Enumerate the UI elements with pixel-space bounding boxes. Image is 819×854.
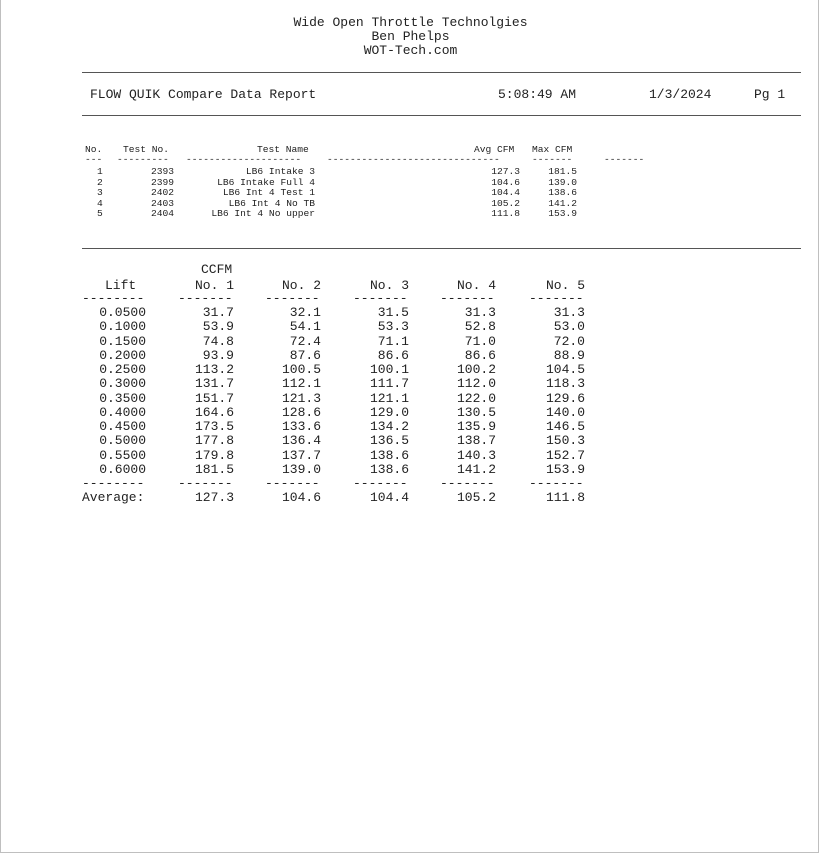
summary-row-avg-cfm: 104.4 bbox=[491, 187, 520, 199]
summary-row-test-no: 2403 bbox=[150, 197, 174, 209]
dash-top-no-2: ------- bbox=[265, 291, 320, 306]
summary-row-test-name: LB6 Intake 3 bbox=[245, 166, 315, 177]
col-header-lift: Lift bbox=[105, 278, 137, 293]
col-header-no-4: No. 4 bbox=[456, 278, 496, 293]
lift-value: 0.4000 bbox=[99, 404, 146, 420]
lift-value: 0.1500 bbox=[99, 333, 146, 349]
flow-value-no-5: 153.9 bbox=[545, 461, 585, 477]
flow-value-no-1: 179.8 bbox=[194, 447, 234, 463]
flow-value-no-1: 53.9 bbox=[202, 319, 234, 335]
flow-value-no-5: 129.6 bbox=[545, 390, 585, 406]
flow-value-no-1: 151.7 bbox=[194, 390, 234, 406]
lift-value: 0.0500 bbox=[99, 305, 146, 320]
flow-value-no-5: 53.0 bbox=[553, 319, 585, 335]
col-header-no-3: No. 3 bbox=[369, 278, 409, 293]
header-rule-bottom bbox=[82, 115, 801, 116]
flow-value-no-3: 100.1 bbox=[369, 362, 409, 377]
company-name: Wide Open Throttle Technolgies bbox=[293, 15, 528, 30]
flow-value-no-3: 121.1 bbox=[369, 390, 409, 406]
report-title: FLOW QUIK Compare Data Report bbox=[90, 87, 317, 102]
dash-test-name: -------------------- bbox=[186, 154, 302, 165]
section-rule bbox=[82, 248, 801, 249]
flow-value-no-2: 32.1 bbox=[289, 305, 321, 320]
page-number: Pg 1 bbox=[754, 87, 786, 102]
lift-value: 0.2000 bbox=[99, 347, 146, 363]
summary-row-avg-cfm: 111.8 bbox=[491, 208, 520, 220]
col-header-test-name: Test Name bbox=[257, 144, 309, 155]
flow-value-no-2: 112.1 bbox=[281, 376, 321, 392]
flow-value-no-1: 131.7 bbox=[194, 376, 234, 392]
lift-value: 0.3000 bbox=[99, 376, 146, 392]
flow-value-no-3: 53.3 bbox=[377, 319, 409, 335]
col-header-max-cfm: Max CFM bbox=[532, 144, 573, 155]
flow-value-no-4: 86.6 bbox=[464, 347, 496, 363]
flow-value-no-1: 74.8 bbox=[202, 333, 234, 349]
dash-bottom-no-2: ------- bbox=[265, 476, 320, 491]
flow-value-no-2: 54.1 bbox=[289, 319, 321, 335]
col-header-avg-cfm: Avg CFM bbox=[474, 144, 515, 155]
lift-value: 0.6000 bbox=[99, 461, 146, 477]
dash-bottom-no-5: ------- bbox=[529, 476, 584, 491]
flow-value-no-2: 128.6 bbox=[281, 404, 321, 420]
dash-no: --- bbox=[85, 154, 103, 165]
flow-value-no-1: 164.6 bbox=[194, 404, 234, 420]
average-value-no-3: 104.4 bbox=[369, 490, 409, 505]
flow-value-no-2: 139.0 bbox=[281, 461, 321, 477]
flow-value-no-1: 173.5 bbox=[194, 419, 234, 434]
flow-value-no-1: 93.9 bbox=[202, 347, 234, 363]
lift-value: 0.5500 bbox=[99, 447, 146, 463]
summary-row-avg-cfm: 104.6 bbox=[491, 176, 520, 188]
flow-value-no-2: 87.6 bbox=[289, 347, 321, 363]
summary-row-no: 5 bbox=[97, 208, 103, 220]
summary-row-test-name: LB6 Intake Full 4 bbox=[217, 176, 315, 188]
flow-value-no-2: 137.7 bbox=[281, 447, 321, 463]
dash-top-no-3: ------- bbox=[353, 291, 408, 306]
flow-value-no-3: 129.0 bbox=[369, 404, 409, 420]
summary-row-no: 2 bbox=[97, 176, 103, 188]
lift-value: 0.1000 bbox=[99, 319, 146, 335]
average-value-no-4: 105.2 bbox=[456, 490, 496, 505]
flow-value-no-5: 146.5 bbox=[545, 419, 585, 434]
summary-row-max-cfm: 153.9 bbox=[548, 208, 577, 220]
col-header-no-2: No. 2 bbox=[281, 278, 321, 293]
report-date: 1/3/2024 bbox=[649, 87, 712, 102]
col-header-test-no: Test No. bbox=[123, 144, 170, 155]
col-header-no-5: No. 5 bbox=[545, 278, 585, 293]
summary-row-test-no: 2393 bbox=[150, 166, 174, 177]
flow-value-no-4: 138.7 bbox=[456, 433, 496, 449]
dash-avg: ------------------------------ bbox=[327, 154, 500, 165]
lift-value: 0.3500 bbox=[99, 390, 146, 406]
flow-value-no-3: 134.2 bbox=[369, 419, 409, 434]
dash-extra: ------- bbox=[604, 154, 645, 165]
summary-row-test-no: 2402 bbox=[150, 187, 174, 199]
flow-value-no-3: 71.1 bbox=[377, 333, 409, 349]
flow-value-no-5: 150.3 bbox=[545, 433, 585, 449]
flow-value-no-3: 138.6 bbox=[369, 461, 409, 477]
dash-bottom-no-4: ------- bbox=[440, 476, 495, 491]
flow-value-no-5: 140.0 bbox=[545, 404, 585, 420]
summary-row-no: 3 bbox=[97, 187, 103, 199]
summary-row-no: 4 bbox=[97, 197, 103, 209]
average-label: Average: bbox=[82, 490, 145, 505]
average-value-no-5: 111.8 bbox=[545, 490, 585, 505]
flow-value-no-4: 135.9 bbox=[456, 419, 496, 434]
flow-value-no-5: 104.5 bbox=[545, 362, 585, 377]
flow-value-no-4: 31.3 bbox=[464, 305, 496, 320]
flow-value-no-4: 112.0 bbox=[456, 376, 496, 392]
company-website: WOT-Tech.com bbox=[363, 43, 458, 58]
dash-test-no: --------- bbox=[117, 154, 169, 165]
flow-value-no-1: 31.7 bbox=[202, 305, 234, 320]
flow-value-no-5: 31.3 bbox=[553, 305, 585, 320]
flow-value-no-3: 111.7 bbox=[369, 376, 409, 392]
flow-value-no-5: 88.9 bbox=[553, 347, 585, 363]
average-value-no-2: 104.6 bbox=[281, 490, 321, 505]
dash-max: ------- bbox=[532, 154, 573, 165]
flow-value-no-5: 118.3 bbox=[545, 376, 585, 392]
flow-value-no-4: 141.2 bbox=[456, 461, 496, 477]
summary-row-test-name: LB6 Int 4 No upper bbox=[211, 208, 315, 220]
flow-value-no-1: 113.2 bbox=[194, 362, 234, 377]
summary-row-max-cfm: 138.6 bbox=[548, 187, 577, 199]
flow-value-no-4: 100.2 bbox=[456, 362, 496, 377]
flow-value-no-4: 71.0 bbox=[464, 333, 496, 349]
dash-top-no-5: ------- bbox=[529, 291, 584, 306]
summary-row-no: 1 bbox=[97, 166, 103, 177]
flow-value-no-3: 138.6 bbox=[369, 447, 409, 463]
flow-value-no-4: 130.5 bbox=[456, 404, 496, 420]
summary-row-test-name: LB6 Int 4 Test 1 bbox=[222, 187, 315, 199]
flow-value-no-5: 72.0 bbox=[553, 333, 585, 349]
dash-top-no-4: ------- bbox=[440, 291, 495, 306]
flow-value-no-2: 133.6 bbox=[281, 419, 321, 434]
flow-value-no-2: 121.3 bbox=[281, 390, 321, 406]
flow-value-no-3: 31.5 bbox=[377, 305, 409, 320]
header-rule-top bbox=[82, 72, 801, 73]
flow-value-no-1: 177.8 bbox=[194, 433, 234, 449]
flow-value-no-4: 140.3 bbox=[456, 447, 496, 463]
dash-bottom-lift: -------- bbox=[82, 476, 145, 491]
flow-value-no-2: 72.4 bbox=[289, 333, 321, 349]
flow-value-no-4: 52.8 bbox=[464, 319, 496, 335]
lift-value: 0.4500 bbox=[99, 419, 146, 434]
dash-top-no-1: ------- bbox=[178, 291, 233, 306]
lift-value: 0.2500 bbox=[99, 362, 146, 377]
summary-row-test-name: LB6 Int 4 No TB bbox=[228, 197, 315, 209]
flow-value-no-1: 181.5 bbox=[194, 461, 234, 477]
summary-row-max-cfm: 181.5 bbox=[548, 166, 577, 177]
summary-row-test-no: 2399 bbox=[150, 176, 174, 188]
unit-label: CCFM bbox=[201, 262, 233, 277]
company-person: Ben Phelps bbox=[371, 29, 450, 44]
lift-value: 0.5000 bbox=[99, 433, 146, 449]
col-header-no-1: No. 1 bbox=[194, 278, 234, 293]
dash-top-lift: -------- bbox=[82, 291, 145, 306]
summary-row-test-no: 2404 bbox=[150, 208, 174, 220]
flow-value-no-3: 136.5 bbox=[369, 433, 409, 449]
summary-row-max-cfm: 139.0 bbox=[548, 176, 577, 188]
dash-bottom-no-1: ------- bbox=[178, 476, 233, 491]
flow-value-no-5: 152.7 bbox=[545, 447, 585, 463]
flow-value-no-2: 136.4 bbox=[281, 433, 321, 449]
flow-value-no-3: 86.6 bbox=[377, 347, 409, 363]
report-time: 5:08:49 AM bbox=[498, 87, 577, 102]
summary-row-avg-cfm: 127.3 bbox=[491, 166, 520, 177]
flow-value-no-2: 100.5 bbox=[281, 362, 321, 377]
flow-value-no-4: 122.0 bbox=[456, 390, 496, 406]
summary-row-max-cfm: 141.2 bbox=[548, 197, 577, 209]
dash-bottom-no-3: ------- bbox=[353, 476, 408, 491]
summary-row-avg-cfm: 105.2 bbox=[491, 197, 520, 209]
average-value-no-1: 127.3 bbox=[194, 490, 234, 505]
col-header-no: No. bbox=[85, 144, 103, 155]
